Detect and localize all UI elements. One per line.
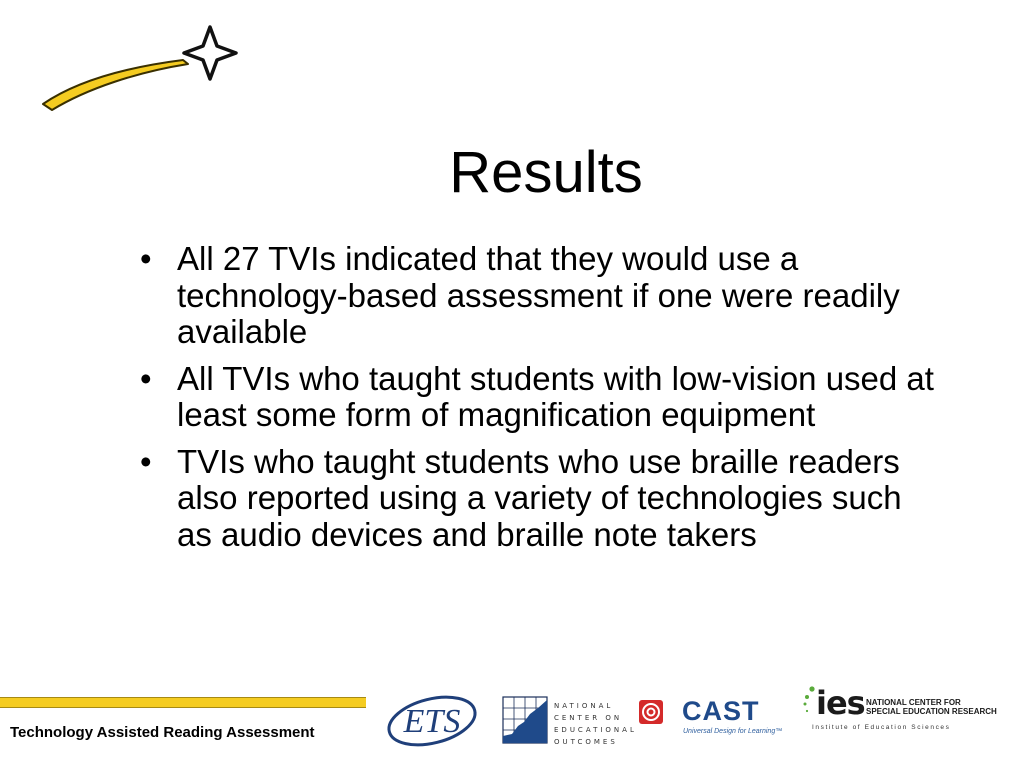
ets-wordmark: ETS (403, 703, 461, 740)
bullet-item (140, 241, 940, 351)
bullet-marker: • (140, 240, 152, 277)
bullet-text: TVIs who taught students who use braille readers also reported using a variety of technologies such as audio devices and braille note takers (177, 442, 902, 553)
cast-tagline: Universal Design for Learning™ (683, 728, 783, 735)
ies-center-name: NATIONAL CENTER FOR SPECIAL EDUCATION RESEARCH (866, 698, 997, 716)
bullet-marker: • (140, 359, 152, 397)
shooting-star-icon (38, 22, 243, 114)
ncoe-logo (502, 696, 637, 746)
ies-logo (800, 680, 996, 736)
bullet-marker: • (140, 442, 152, 480)
ies-subtitle: Institute of Education Sciences (812, 724, 951, 731)
bullet-list (140, 241, 940, 563)
grid-chart-icon (502, 696, 548, 744)
ets-logo (384, 688, 480, 750)
cast-wordmark: CAST (682, 696, 760, 726)
bullet-text: All 27 TVIs indicated that they would use a technology-based assessment if one were readily available (177, 240, 900, 350)
bullet-text: All TVIs who taught students with low-vision used at least some form of magnification equipment (177, 359, 934, 433)
cast-logo (638, 696, 798, 740)
bullet-item (140, 361, 940, 434)
ncoe-wordmark: NATIONAL CENTER ON EDUCATIONAL OUTCOMES (554, 702, 637, 746)
ies-dots-icon (802, 686, 816, 716)
footer-accent-bar (0, 697, 366, 708)
cast-target-icon (638, 699, 664, 725)
ies-wordmark: ies (816, 684, 865, 722)
slide-title: Results (449, 140, 643, 205)
footer-title: Technology Assisted Reading Assessment (10, 724, 315, 741)
bullet-item (140, 444, 940, 554)
